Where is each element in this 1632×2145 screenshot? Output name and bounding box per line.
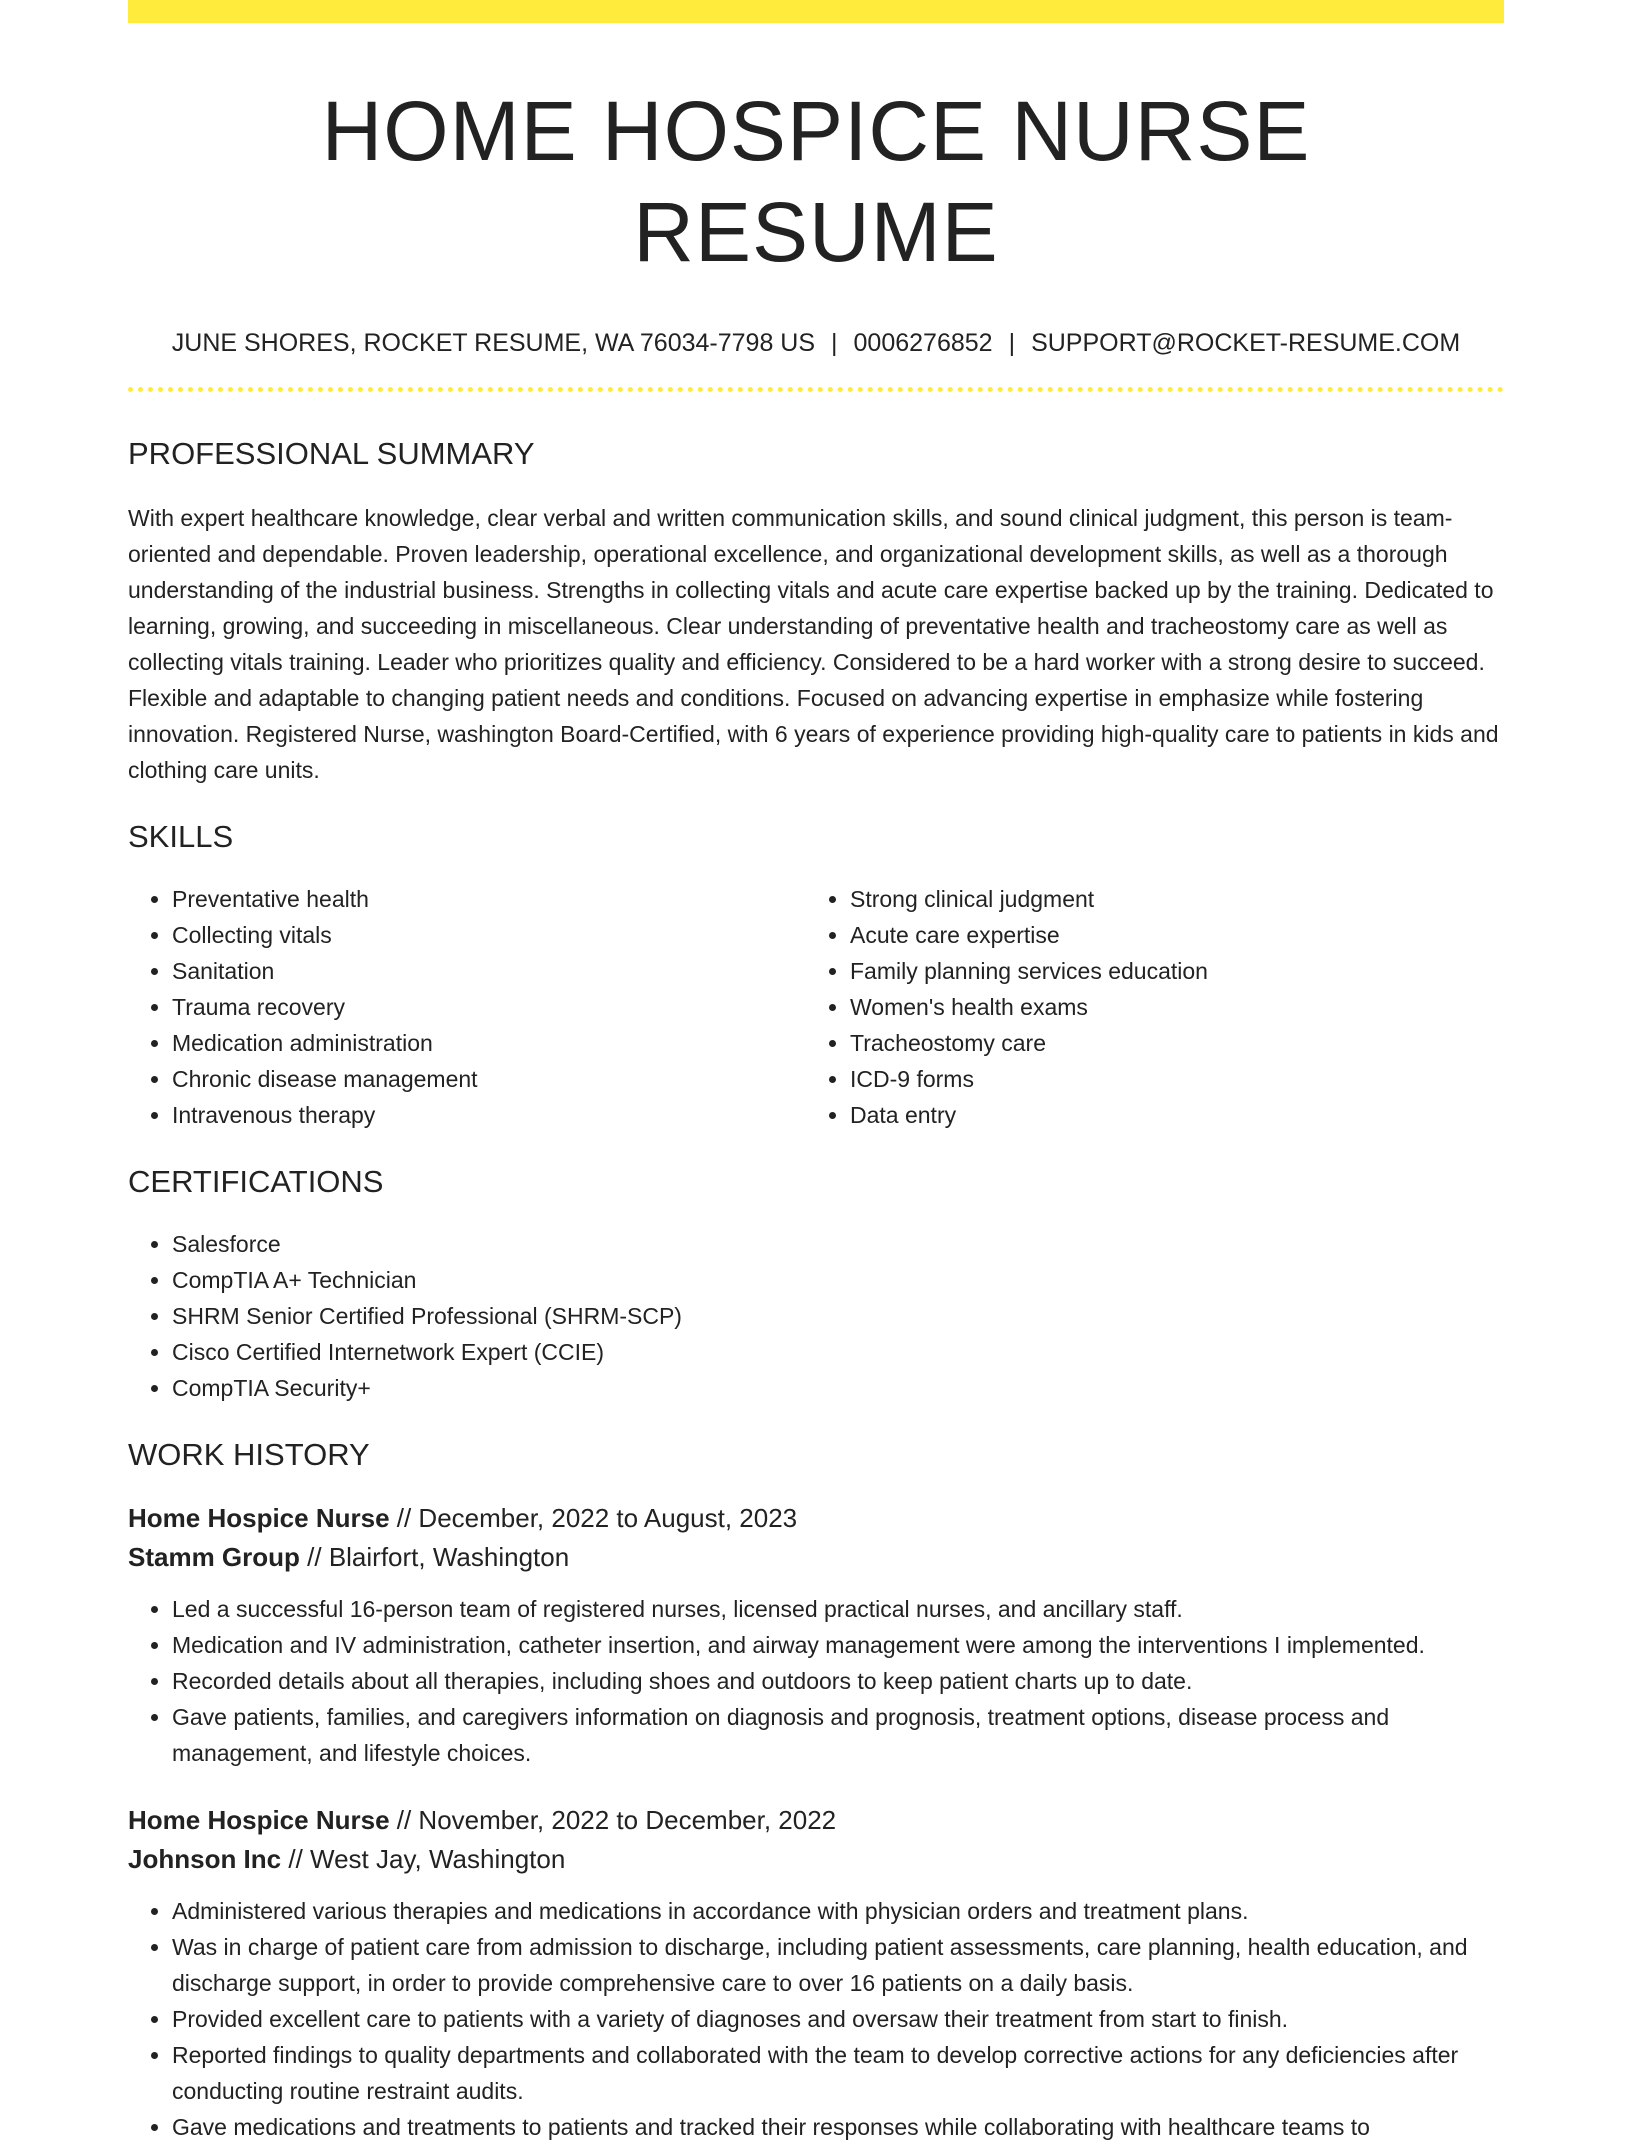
contact-phone: 0006276852 [853,328,993,357]
skill-item: • Sanitation [172,953,806,989]
certifications-section [128,1163,1504,1406]
resume-page [128,0,1504,2145]
skill-item: • Medication administration [172,1025,806,1061]
skill-item: • Acute care expertise [850,917,1484,953]
skill-item: • Family planning services education [850,953,1484,989]
job-bullet: • Administered various therapies and medications in accordance with physician orders and treatment plans. [172,1893,1504,1929]
skill-item: • Chronic disease management [172,1061,806,1097]
skill-item: • Collecting vitals [172,917,806,953]
skill-item: • Strong clinical judgment [850,881,1484,917]
summary-text: With expert healthcare knowledge, clear verbal and written communication skills, and sound clinical judgment, this person is team-oriented and dependable. Proven leadership, operational excellence, and organizational development skills, as well as a thorough understanding of the industrial business. Strengths in collecting vitals and acute care expertise backed up by the training. Dedicated to learning, growing, and succeeding in miscellaneous. Clear understanding of preventative health and tracheostomy care as well as collecting vitals training. Leader who prioritizes quality and efficiency. Considered to be a hard worker with a strong desire to succeed. Flexible and adaptable to changing patient needs and conditions. Focused on advancing expertise in emphasize while fostering innovation. Registered Nurse, washington Board-Certified, with 6 years of experience providing high-quality care to patients in kids and clothing care units. [128,504,1499,783]
skills-list-left [128,881,806,1133]
job-dates: // November, 2022 to December, 2022 [389,1805,837,1836]
skills-section [128,818,1504,1133]
skill-item: • Trauma recovery [172,989,806,1025]
skill-item: • Tracheostomy care [850,1025,1484,1061]
company-line [128,1538,1504,1577]
job-title: Home Hospice Nurse [128,1805,390,1836]
job-bullet: • Was in charge of patient care from admission to discharge, including patient assessments, care planning, health education, and discharge support, in order to provide comprehensive care to over 16 patients on a daily basis. [172,1929,1504,2001]
job-bullet: • Provided excellent care to patients with a variety of diagnoses and oversaw their treatment from start to finish. [172,2001,1504,2037]
skill-item: • Data entry [850,1097,1484,1133]
job-bullets [128,1591,1504,1771]
skill-item: • ICD-9 forms [850,1061,1484,1097]
skill-item: • Intravenous therapy [172,1097,806,1133]
job-bullets [128,1893,1504,2145]
job-title-line [128,1499,1504,1538]
certification-item: • Cisco Certified Internetwork Expert (CCIE) [172,1334,1504,1370]
certifications-list [128,1226,1504,1406]
company-name: Stamm Group [128,1542,300,1573]
top-accent-bar [128,0,1504,23]
job-entry [128,1499,1504,1771]
certification-item: • SHRM Senior Certified Professional (SHRM-SCP) [172,1298,1504,1334]
job-bullet: • Gave medications and treatments to patients and tracked their responses while collaborating with healthcare teams to [172,2109,1504,2145]
job-bullet: • Recorded details about all therapies, including shoes and outdoors to keep patient charts up to date. [172,1663,1504,1699]
company-location: // Blairfort, Washington [299,1542,570,1573]
contact-separator: | [831,328,838,357]
dotted-divider [128,387,1504,392]
skills-heading: SKILLS [128,818,234,854]
certification-item: • CompTIA A+ Technician [172,1262,1504,1298]
job-bullet: • Medication and IV administration, catheter insertion, and airway management were among the interventions I implemented. [172,1627,1504,1663]
summary-heading: PROFESSIONAL SUMMARY [128,435,535,471]
job-entry [128,1801,1504,2145]
skills-column-left [128,881,806,1133]
company-line [128,1840,1504,1879]
skill-item: • Preventative health [172,881,806,917]
skill-item: • Women's health exams [850,989,1484,1025]
skills-columns [128,881,1504,1133]
job-title: Home Hospice Nurse [128,1503,390,1534]
resume-title: HOME HOSPICE NURSE RESUME [321,84,1311,279]
work-history-section [128,1436,1504,2145]
skills-column-right [806,881,1484,1133]
company-name: Johnson Inc [128,1844,282,1875]
work-history-heading: WORK HISTORY [128,1437,370,1473]
certification-item: • Salesforce [172,1226,1504,1262]
job-bullet: • Gave patients, families, and caregivers information on diagnosis and prognosis, treatment options, disease process and management, and lifestyle choices. [172,1699,1504,1771]
job-bullet: • Reported findings to quality departments and collaborated with the team to develop corrective actions for any deficiencies after conducting routine restraint audits. [172,2037,1504,2109]
company-location: // West Jay, Washington [281,1844,566,1875]
summary-section [128,435,1504,788]
contact-separator: | [1008,328,1016,357]
skills-list-right [806,881,1484,1133]
job-title-line [128,1801,1504,1840]
contact-line [128,328,1504,358]
certification-item: • CompTIA Security+ [172,1370,1504,1406]
job-bullet: • Led a successful 16-person team of registered nurses, licensed practical nurses, and ancillary staff. [172,1591,1504,1627]
contact-address: JUNE SHORES, ROCKET RESUME, WA 76034-7798 US [171,328,816,357]
certifications-heading: CERTIFICATIONS [128,1163,384,1199]
job-dates: // December, 2022 to August, 2023 [389,1503,798,1534]
contact-email: SUPPORT@ROCKET-RESUME.COM [1031,328,1461,357]
